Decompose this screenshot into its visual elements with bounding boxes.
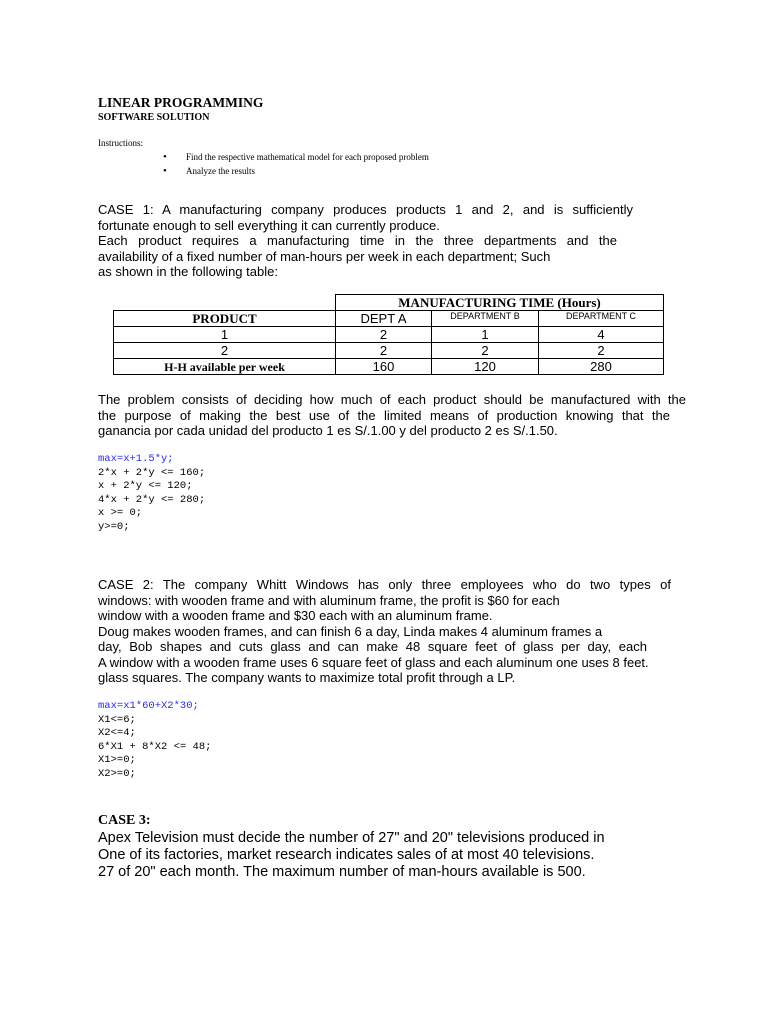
value-cell: 2 (539, 343, 664, 359)
manufacturing-time-table (113, 294, 664, 375)
table-corner-cell (114, 295, 336, 311)
instruction-item: • Find the respective mathematical model for each proposed problem (166, 150, 429, 164)
case2-line: Doug makes wooden frames, and can finish 6 a day, Linda makes 4 aluminum frames a (98, 623, 603, 639)
value-cell: 2 (336, 343, 432, 359)
case1-intro (98, 202, 633, 280)
instructions-list (166, 150, 429, 178)
table-row (114, 327, 664, 343)
instruction-item: • Analyze the results (166, 164, 429, 178)
case1-constraint: x >= 0; (98, 507, 143, 520)
value-cell: 1 (432, 327, 539, 343)
case2-constraint: X2<=4; (98, 727, 136, 740)
dept-b-header: DEPARTMENT B (432, 311, 539, 327)
document-subtitle: SOFTWARE SOLUTION (98, 112, 210, 123)
case1-intro-line: fortunate enough to sell everything it can currently produce. (98, 217, 440, 233)
case2-line: CASE 2: The company Whitt Windows has only three employees who do two types of (98, 577, 671, 592)
case3-heading: CASE 3: (98, 813, 151, 828)
case1-problem-line: the purpose of making the best use of the limited means of production knowing that the (98, 407, 670, 423)
dept-c-header: DEPARTMENT C (539, 311, 664, 327)
case2-line: day, Bob shapes and cuts glass and can make 48 square feet of glass per day, each (98, 639, 647, 654)
case1-problem (98, 392, 686, 439)
product-cell: 2 (114, 343, 336, 359)
case2-code (98, 700, 211, 782)
available-value-cell: 120 (432, 359, 539, 375)
case1-intro-line: CASE 1: A manufacturing company produces products 1 and 2, and is sufficiently (98, 202, 633, 217)
available-value-cell: 160 (336, 359, 432, 375)
case2-constraint: 6*X1 + 8*X2 <= 48; (98, 740, 212, 753)
product-cell: 1 (114, 327, 336, 343)
case2-objective: max=x1*60+X2*30; (98, 700, 199, 712)
case2-line: A window with a wooden frame uses 6 square feet of glass and each aluminum one uses 8 feet. (98, 654, 649, 670)
case2-text (98, 577, 686, 686)
case2-line: windows: with wooden frame and with aluminum frame, the profit is $60 for each (98, 592, 560, 608)
table-row (114, 343, 664, 359)
case2-constraint: X2>=0; (98, 767, 136, 780)
value-cell: 2 (432, 343, 539, 359)
case2-line: glass squares. The company wants to maximize total profit through a LP. (98, 670, 516, 685)
case1-constraint: y>=0; (98, 520, 130, 533)
case3-line: 27 of 20" each month. The maximum number of man-hours available is 500. (98, 864, 586, 880)
case1-problem-line: The problem consists of deciding how much of each product should be manufactured with the (98, 392, 686, 407)
case1-constraint: x + 2*y <= 120; (98, 480, 193, 493)
value-cell: 4 (539, 327, 664, 343)
document-title: LINEAR PROGRAMMING (98, 95, 264, 110)
manufacturing-time-header: MANUFACTURING TIME (Hours) (336, 295, 664, 311)
available-value-cell: 280 (539, 359, 664, 375)
case1-constraint: 4*x + 2*y <= 280; (98, 493, 206, 506)
case1-intro-line: availability of a fixed number of man-hours per week in each department; Such (98, 248, 551, 264)
table-row (114, 359, 664, 375)
case1-code (98, 453, 205, 535)
case2-line: window with a wooden frame and $30 each with an aluminum frame. (98, 608, 493, 623)
case1-constraint: 2*x + 2*y <= 160; (98, 466, 206, 479)
case1-intro-line: as shown in the following table: (98, 264, 278, 279)
available-label-cell: H-H available per week (114, 359, 336, 375)
case3-line: One of its factories, market research indicates sales of at most 40 televisions. (98, 847, 595, 863)
case1-problem-line: ganancia por cada unidad del producto 1 es S/.1.00 y del producto 2 es S/.1.50. (98, 423, 558, 438)
case1-intro-line: Each product requires a manufacturing time in the three departments and the (98, 233, 617, 248)
case2-constraint: X1<=6; (98, 713, 136, 726)
dept-a-header: DEPT A (336, 311, 432, 327)
case1-objective: max=x+1.5*y; (98, 453, 174, 465)
product-header: PRODUCT (114, 311, 336, 327)
case2-constraint: X1>=0; (98, 754, 136, 767)
value-cell: 2 (336, 327, 432, 343)
case3-line: Apex Television must decide the number of 27" and 20" televisions produced in (98, 830, 605, 846)
instructions-label: Instructions: (98, 138, 143, 148)
case3-text (98, 830, 605, 881)
